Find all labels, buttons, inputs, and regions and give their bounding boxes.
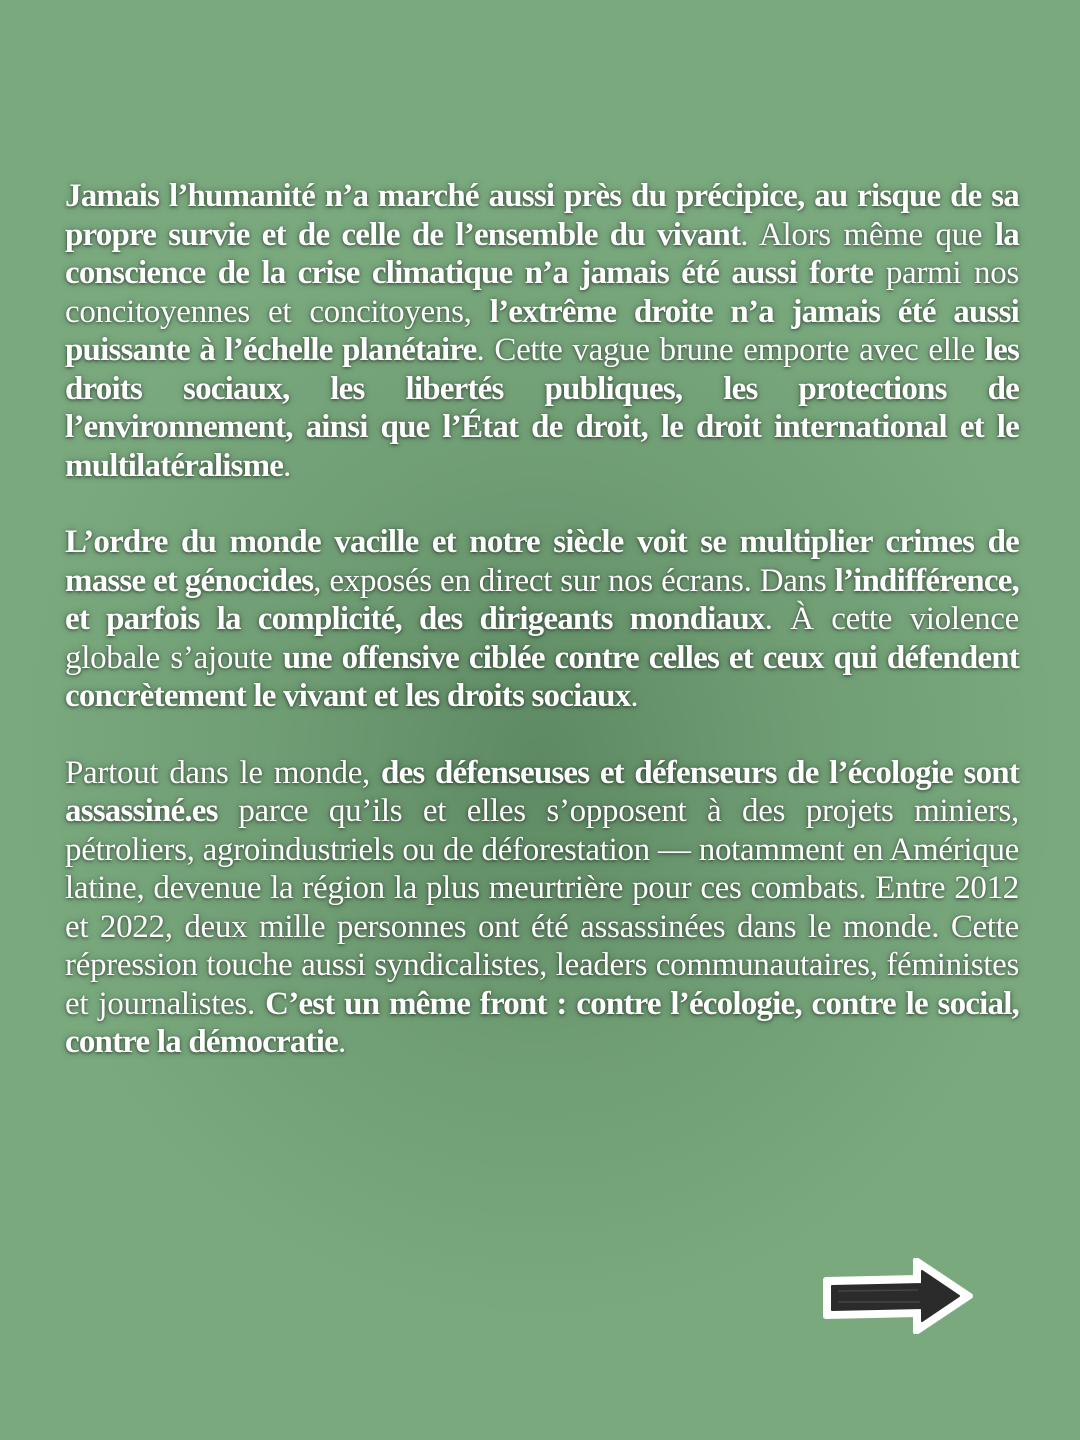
paragraph-segment: . À cette violence globale s’ajoute: [65, 601, 1019, 676]
paragraph-3: [65, 754, 1019, 1062]
arrow-right-icon: [822, 1258, 974, 1334]
paragraph-segment: l’indifférence, et parfois la complicité, des dirigeants mondiaux: [65, 562, 1019, 637]
next-button[interactable]: [822, 1258, 974, 1334]
paragraph-segment: . Alors même que: [740, 216, 995, 253]
text-block: [65, 177, 1019, 1100]
paragraph-segment: parmi nos concitoyennes et concitoyens,: [65, 255, 1019, 330]
paragraph-segment: des défenseuses et défenseurs de l’écologie sont assassiné.es: [65, 754, 1020, 829]
paragraph-segment: C’est un même front : contre l’écologie, contre le social, contre la démocratie: [65, 985, 1020, 1060]
paragraph-1: [65, 177, 1019, 485]
paragraph-segment: .: [630, 678, 639, 714]
paragraph-segment: .: [283, 447, 292, 484]
paragraph-segment: . Cette vague brune emporte avec elle: [476, 332, 985, 368]
paragraph-2: [65, 523, 1019, 716]
paragraph-segment: la conscience de la crise climatique n’a jamais été aussi forte: [65, 216, 1019, 291]
paragraph-segment: L’ordre du monde vacille et notre siècle voit se multiplier crimes de masse et génocides: [65, 524, 1019, 599]
paragraph-segment: Jamais l’humanité n’a marché aussi près du précipice, au risque de sa propre survie et de celle de l’ensemble du vivant: [65, 178, 1019, 253]
paragraph-segment: une offensive ciblée contre celles et ceux qui défendent concrètement le vivant et les droits sociaux: [65, 639, 1019, 714]
paragraph-segment: parce qu’ils et elles s’opposent à des projets miniers, pétroliers, agroindustriels ou de déforestation — notamment en Amérique latine, devenue la région la plus meurtrière pour ces combats. Entre 2012 et 2022, deux mille personnes ont été assassinées dans le monde. Cette répression touche aussi syndicalistes, leaders communautaires, féministes et journalistes.: [65, 793, 1019, 1022]
paragraph-segment: Partout dans le monde,: [65, 754, 382, 791]
paragraph-segment: l’extrême droite n’a jamais été aussi puissante à l’échelle planétaire: [65, 293, 1020, 368]
paragraph-segment: , exposés en direct sur nos écrans. Dans: [313, 562, 835, 599]
paragraph-segment: .: [337, 1024, 346, 1060]
paragraph-segment: les droits sociaux, les libertés publiques, les protections de l’environnement, ainsi que l’État de droit, le droit international et le multilatéralisme: [65, 332, 1019, 484]
